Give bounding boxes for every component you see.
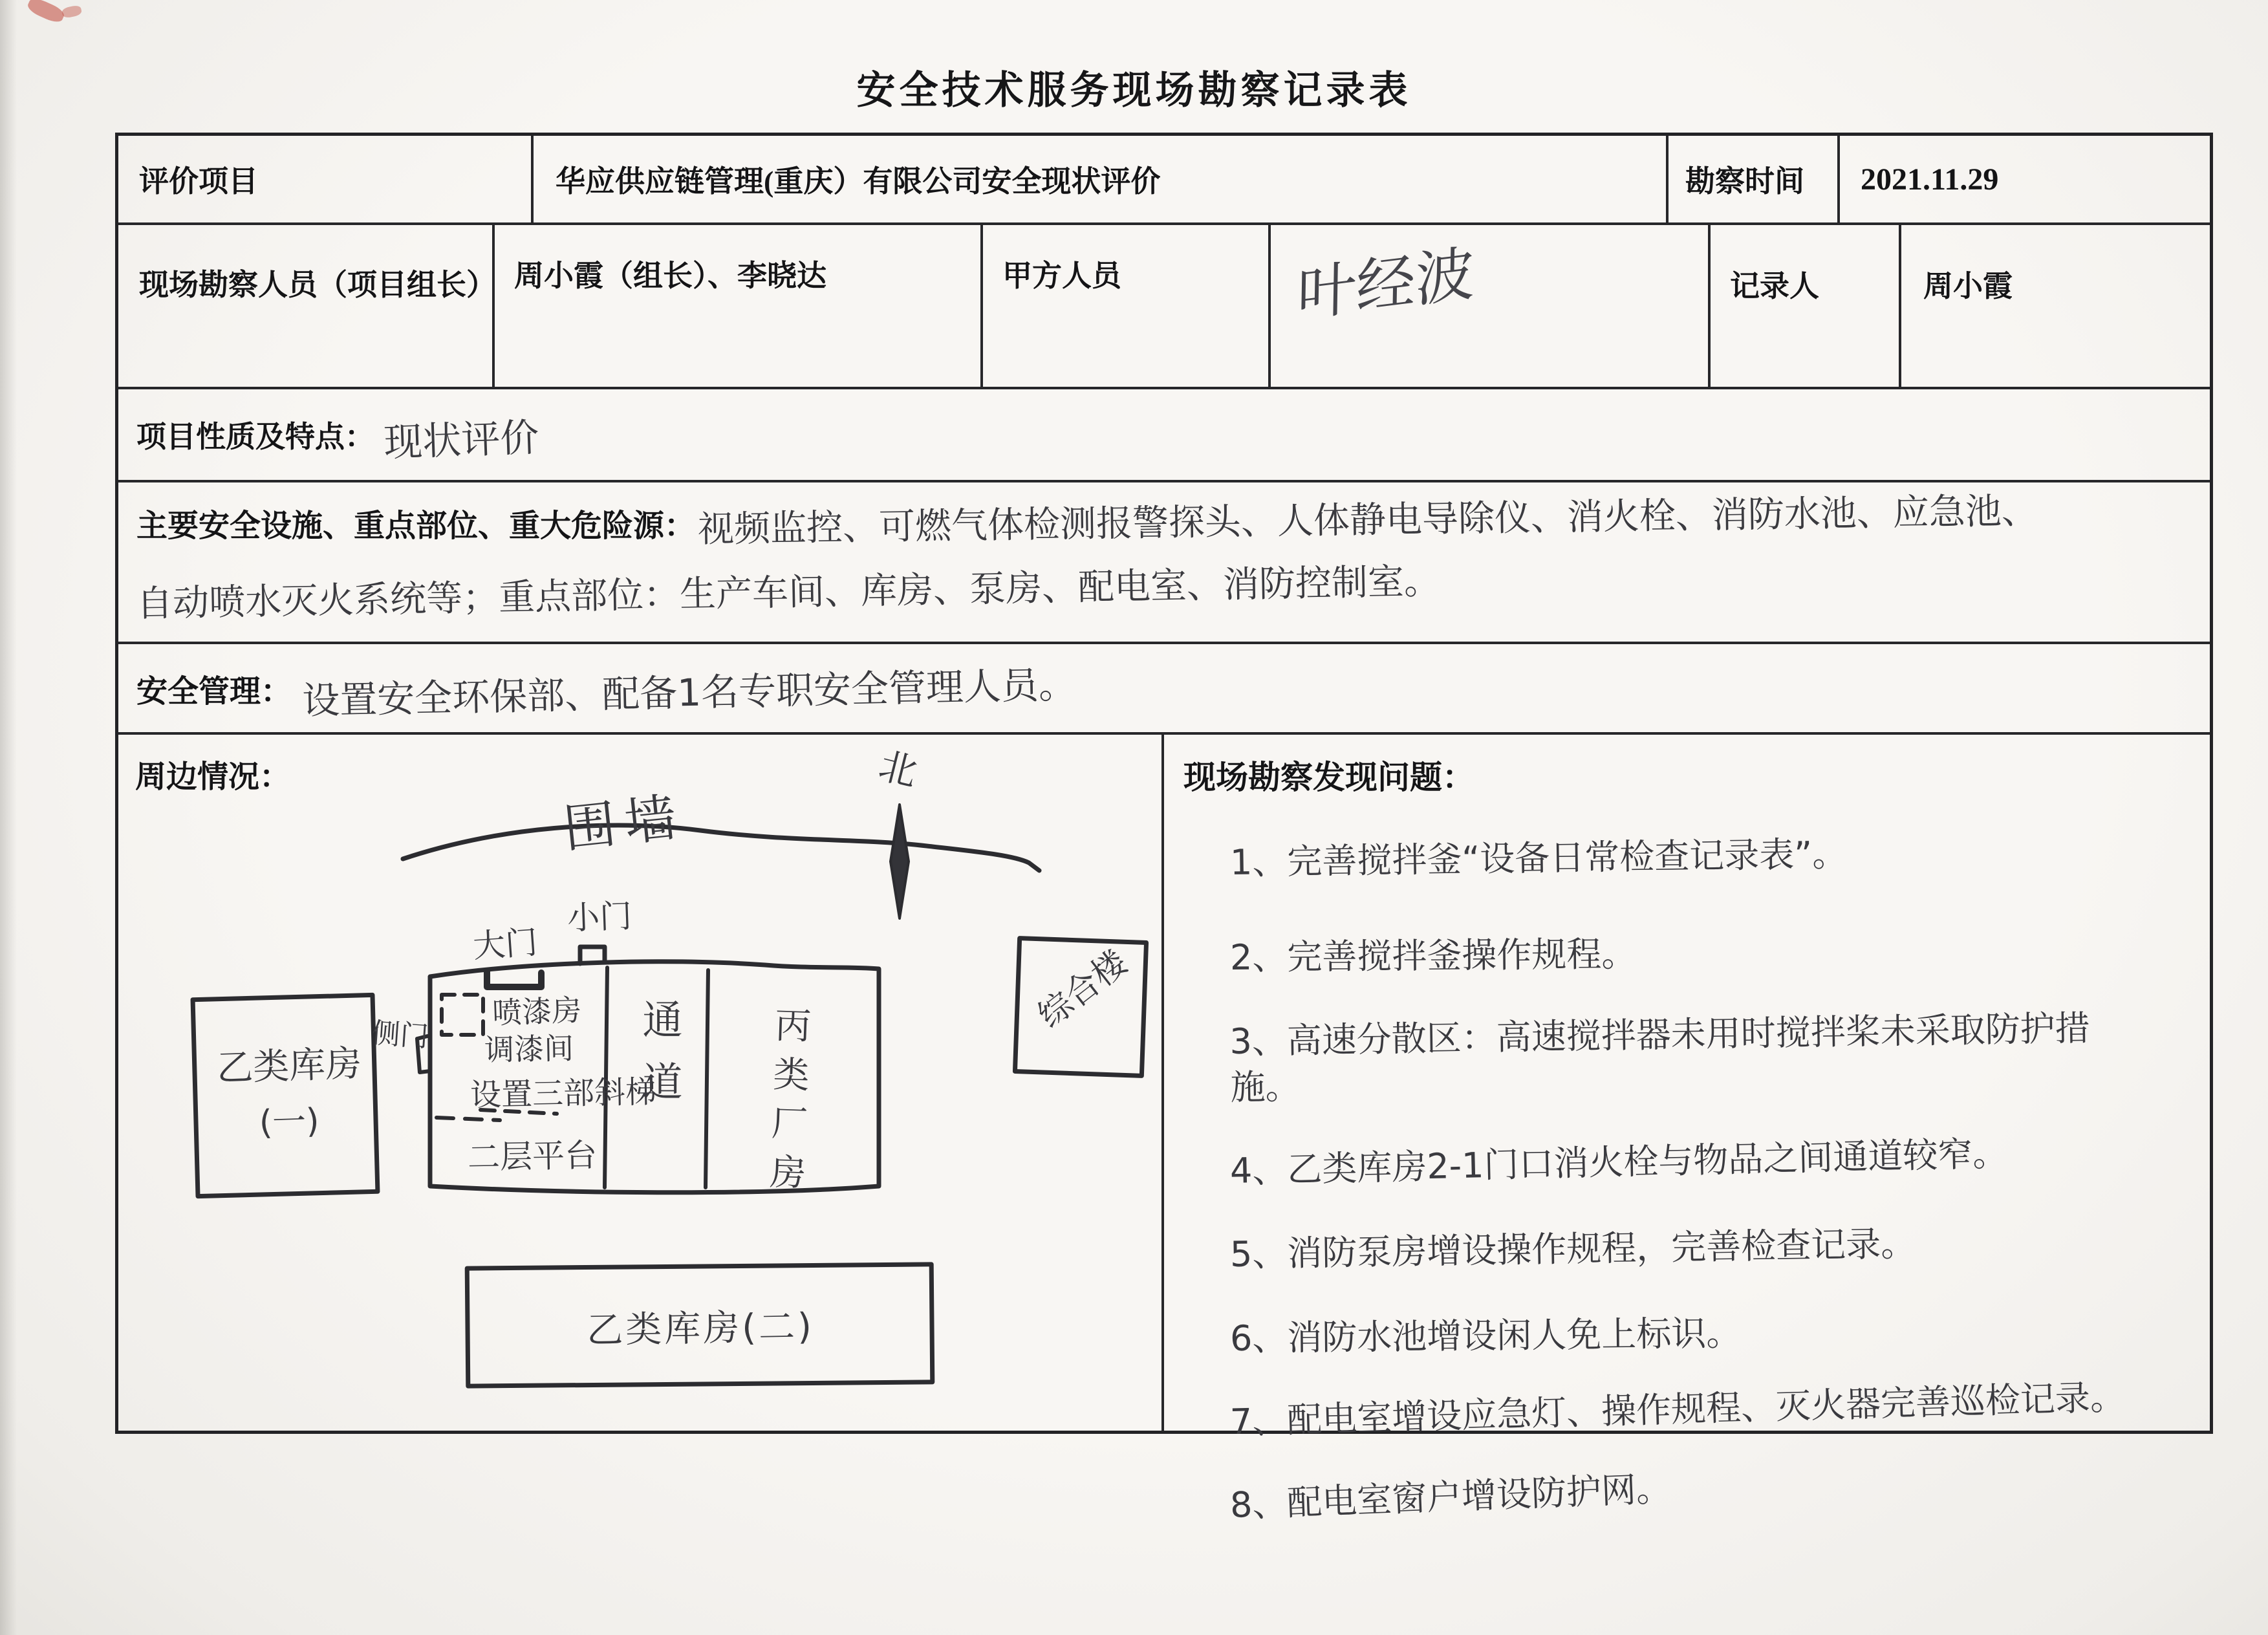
wall-line (403, 825, 1039, 871)
recorder-label: 记录人 (1730, 270, 1819, 303)
cell-personnel-label (118, 225, 495, 387)
party-a-signature: 叶经波 (1296, 238, 1475, 330)
findings-list (1183, 833, 2190, 1528)
personnel-label: 现场勘察人员（项目组长） (139, 268, 496, 301)
personnel-value: 周小霞（组长）、李晓达 (514, 259, 826, 292)
big-door-marker (487, 971, 541, 987)
finding-item: 7、配电室增设应急灯、操作规程、灭火器完善巡检记录。 (1229, 1376, 2126, 1442)
finding-item: 6、消防水池增设闲人免上标识。 (1229, 1312, 1742, 1359)
scan-speck (61, 5, 83, 19)
row-personnel (118, 225, 2210, 389)
row-project (118, 136, 2210, 225)
side-door-label: 侧门 (371, 1016, 430, 1054)
stairs-note-label: 设置三部斜梯 (470, 1074, 657, 1114)
safety-facilities-value-line2: 自动喷水灭火系统等；重点部位：生产车间、库房、泵房、配电室、消防控制室。 (136, 560, 1441, 625)
small-door-label: 小门 (567, 897, 633, 937)
dashed-line (437, 1118, 500, 1120)
safety-facilities-value-line1: 视频监控、可燃气体检测报警探头、人体静电导除仪、消火栓、消防水池、应急池、 (697, 490, 2038, 551)
safety-facilities-line1 (136, 490, 2210, 551)
party-a-label: 甲方人员 (1002, 259, 1121, 292)
cell-recorder-value (1901, 225, 2210, 387)
factory-c-label: 丙类厂房 (762, 1005, 812, 1203)
scan-edge-shadow (0, 0, 17, 1635)
row-safety-facilities (118, 482, 2210, 644)
cell-party-signature (1271, 225, 1711, 387)
wall-label: 围墙 (561, 786, 689, 860)
cell-survey-time-label (1669, 136, 1840, 222)
big-door-label: 大门 (471, 923, 539, 966)
safety-facilities-line2 (136, 560, 2210, 625)
safety-management-value: 设置安全环保部、配备1名专职安全管理人员。 (301, 662, 1077, 723)
cell-personnel-value (495, 225, 983, 387)
north-arrow (891, 805, 909, 918)
north-label: 北 (874, 742, 922, 795)
page-title: 安全技术服务现场勘察记录表 (856, 69, 1412, 112)
cell-project-value (534, 136, 1669, 222)
warehouse2-label: 乙类库房(二) (586, 1305, 815, 1352)
survey-time-value: 2021.11.29 (1861, 162, 1999, 197)
warehouse1-label-line2: (一) (258, 1101, 320, 1143)
finding-item: 1、完善搅拌釜“设备日常检查记录表”。 (1229, 833, 1848, 883)
cell-project-label (118, 136, 534, 222)
row-project-nature (118, 389, 2210, 482)
finding-item: 4、乙类库房2-1门口消火栓与物品之间通道较窄。 (1229, 1132, 2008, 1192)
complex-building-label: 综合楼 (1031, 943, 1135, 1036)
finding-item: 8、配电室窗户增设防护网。 (1229, 1467, 1672, 1526)
surroundings-label: 周边情况： (135, 760, 291, 794)
recorder-value: 周小霞 (1923, 270, 2013, 303)
corridor-label: 通道 (636, 999, 683, 1123)
paint-mix-room-label: 调漆间 (484, 1030, 574, 1068)
safety-facilities-label: 主要安全设施、重点部位、重大危险源： (136, 509, 696, 543)
platform-label: 二层平台 (467, 1136, 598, 1176)
cell-survey-time-value (1840, 136, 2210, 222)
building-divider-2 (706, 970, 708, 1187)
finding-item: 3、高速分散区：高速搅拌器未用时搅拌桨未采取防护措施。 (1229, 1007, 2091, 1108)
safety-management-label: 安全管理： (136, 674, 292, 709)
project-value: 华应供应链管理(重庆）有限公司安全现状评价 (556, 165, 1161, 198)
survey-form-table (115, 133, 2213, 1526)
finding-item: 2、完善搅拌釜操作规程。 (1229, 933, 1637, 979)
survey-time-label: 勘察时间 (1685, 165, 1804, 198)
cell-surroundings (118, 735, 1164, 1431)
cell-recorder-label (1711, 225, 1901, 387)
row-surroundings-and-findings (118, 735, 2210, 1526)
dashed-room-box (442, 995, 483, 1035)
spray-room-label: 喷漆房 (491, 992, 583, 1031)
scan-speck (26, 0, 67, 25)
cell-findings (1164, 735, 2210, 1526)
row-safety-management (118, 644, 2210, 735)
cell-party-label (983, 225, 1271, 387)
project-label: 评价项目 (139, 165, 258, 198)
warehouse1-label-line1: 乙类库房 (216, 1043, 363, 1090)
finding-item: 5、消防泵房增设操作规程，完善检查记录。 (1229, 1223, 1916, 1275)
project-nature-label: 项目性质及特点： (136, 420, 374, 453)
findings-header: 现场勘察发现问题： (1183, 759, 1474, 796)
project-nature-value: 现状评价 (383, 415, 540, 466)
